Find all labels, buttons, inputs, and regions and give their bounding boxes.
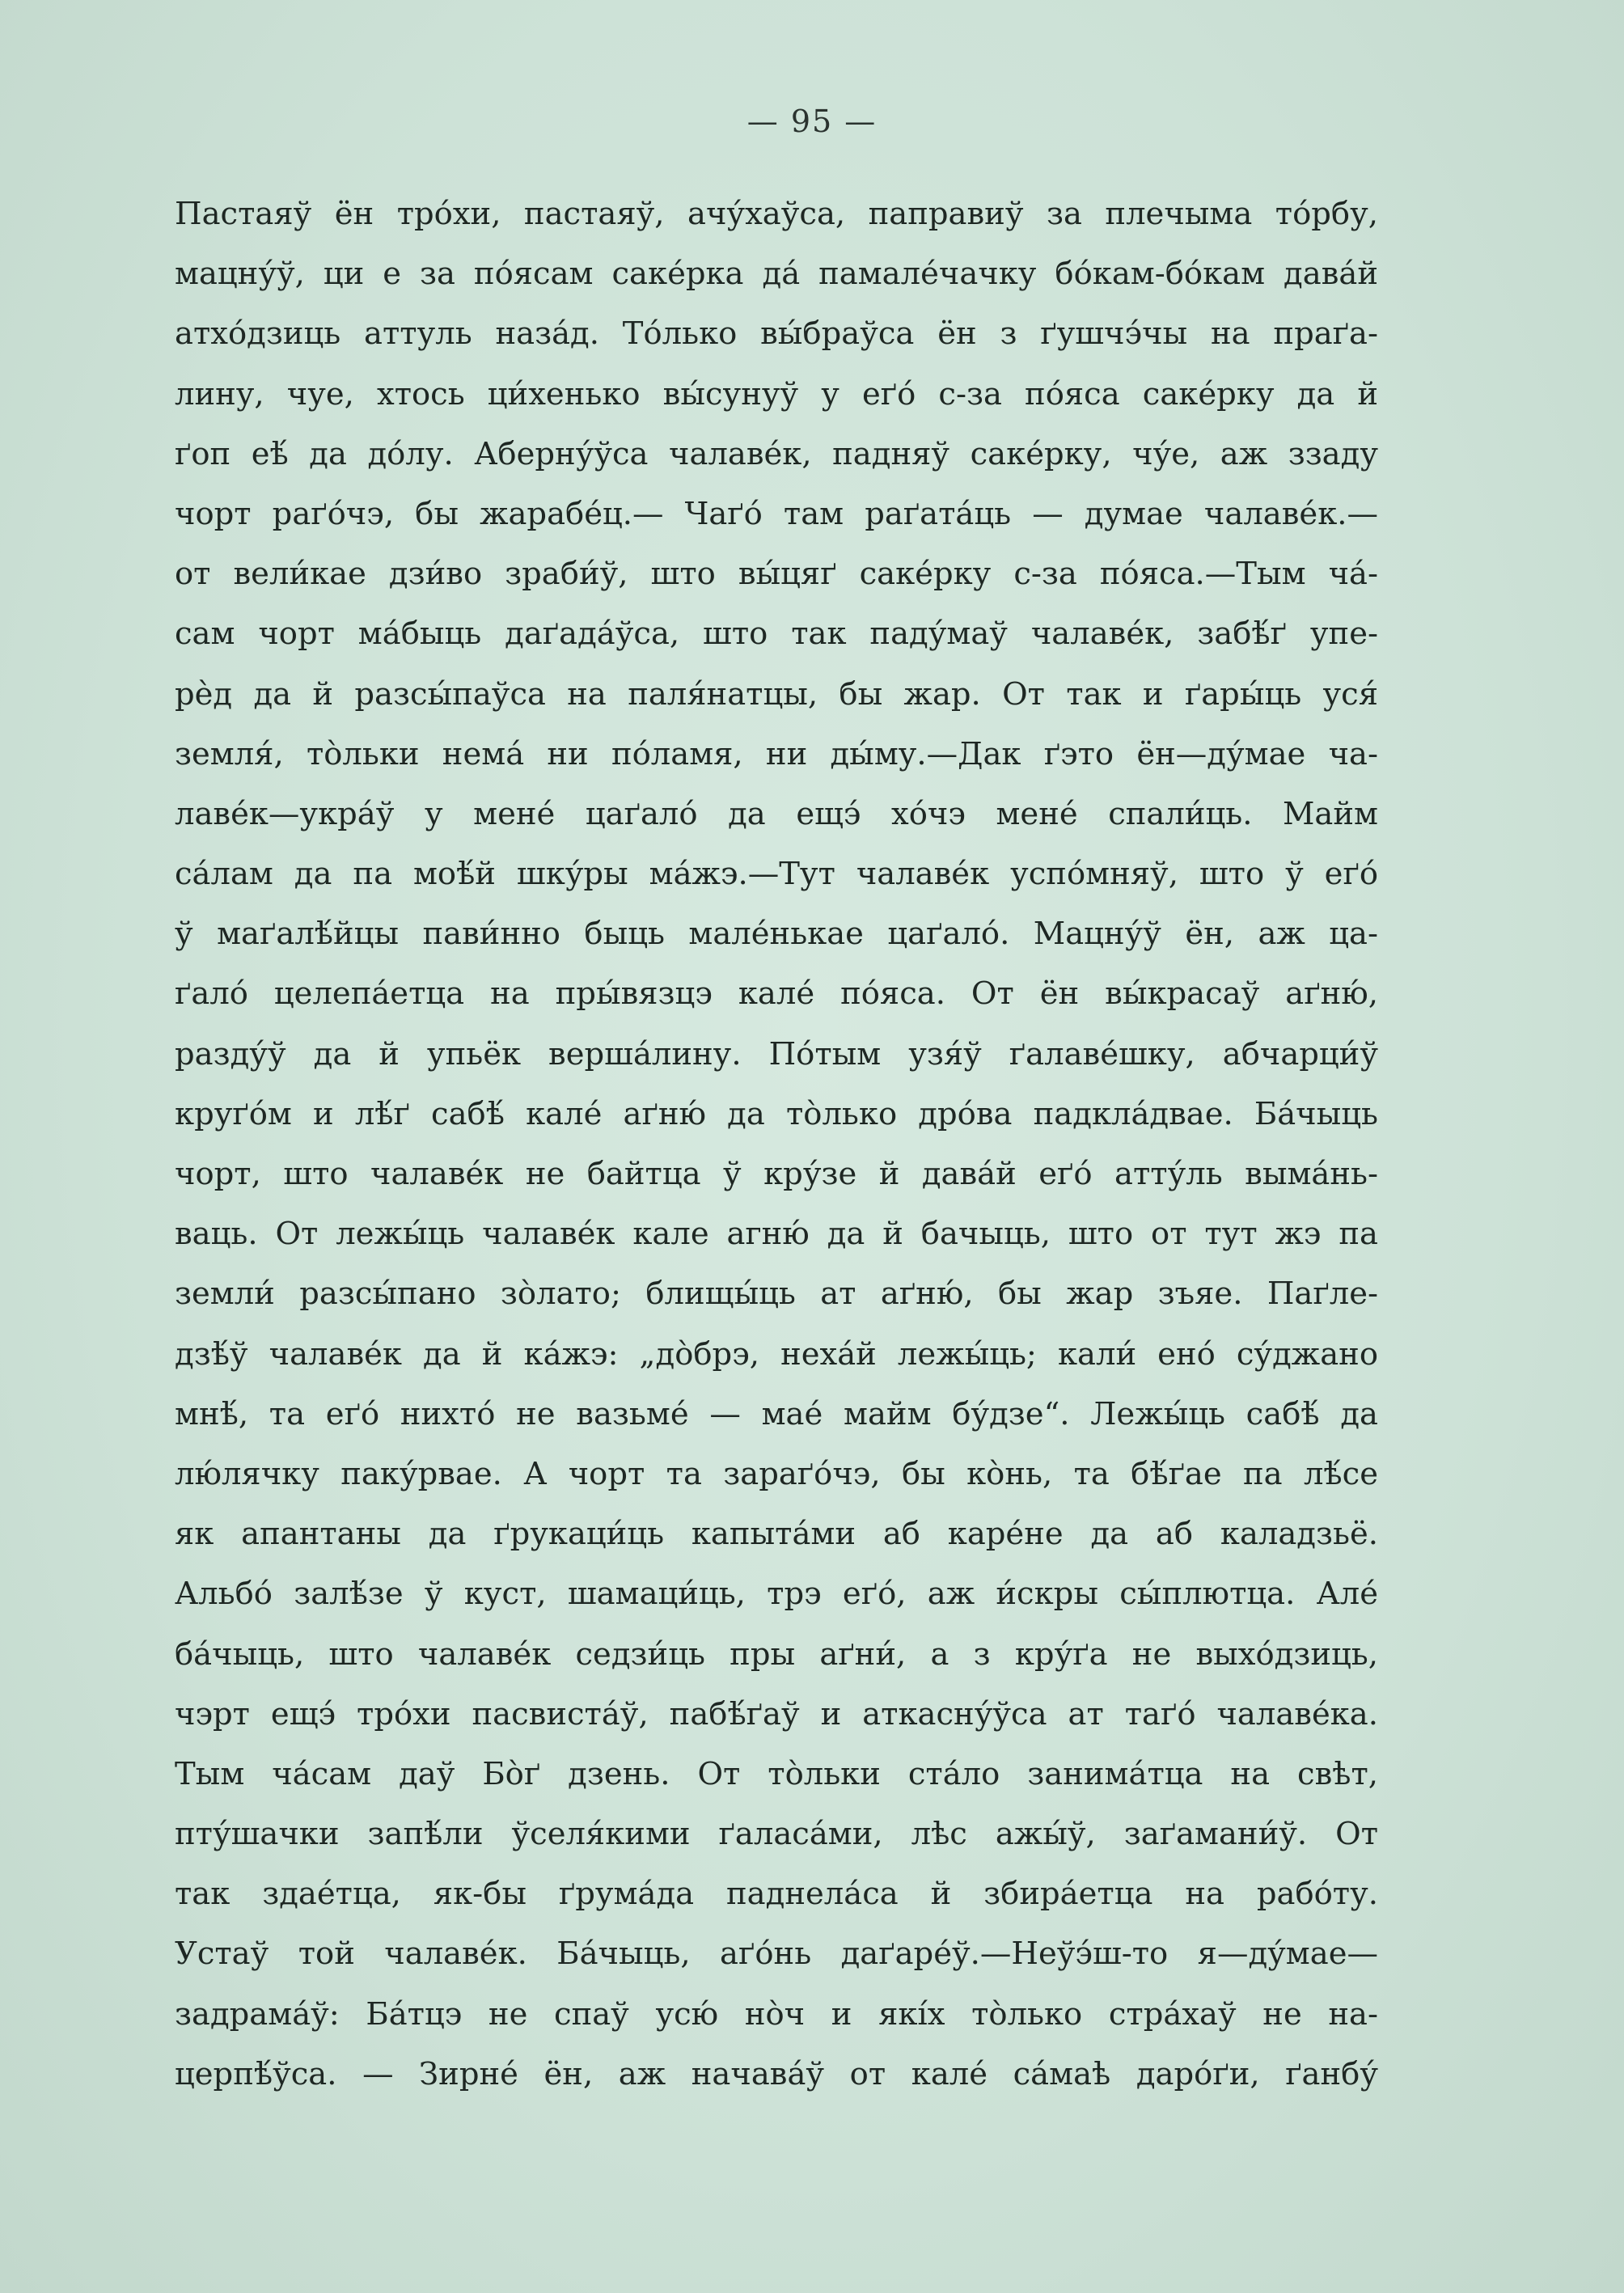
text-line: Тым ча́сам даў Бо̀ґ дзень. От то̀льки ста́ло занима́тца на свѣт, <box>175 1755 1378 1792</box>
text-line: разду́ў да й упьёк верша́лину. По́тым узя́ў ґалаве́шку, абчарци́ў <box>175 1035 1378 1072</box>
text-line: чорт раґо́чэ, бы жарабе́ц.— Чаґо́ там раґата́ць — думае чалаве́к.— <box>175 495 1378 532</box>
text-line: Альбо́ залѣ́зе ў куст, шамаци́ць, трэ еґо́, аж и́скры сы́плютца. Але́ <box>175 1576 1378 1613</box>
text-line: от вели́кае дзи́во зраби́ў, што вы́цяґ саке́рку с-за по́яса.—Тым ча́- <box>175 556 1378 593</box>
text-line: ба́чыць, што чалаве́к седзи́ць пры аґни́, а з кру́ґа не выхо́дзиць, <box>175 1635 1378 1673</box>
page-number: — 95 — <box>746 104 878 139</box>
text-line: рѐд да й разсы́паўса на паля́натцы, бы жар. От так и ґары́ць уся́ <box>175 675 1378 713</box>
text-line: мнѣ́, та еґо́ нихто́ не вазьме́ — мае́ майм бу́дзе“. Лежы́ць сабѣ́ да <box>175 1395 1378 1432</box>
text-line: мацну́ў, ци е за по́ясам саке́рка да́ памале́чачку бо́кам-бо́кам дава́й <box>175 256 1378 293</box>
text-line: атхо́дзиць аттуль наза́д. То́лько вы́браўса ён з ґушчэ́чы на праґа- <box>175 315 1378 353</box>
text-line: ў маґалѣ́йцы пави́нно быць мале́нькае цаґало́. Мацну́ў ён, аж ца- <box>175 916 1378 953</box>
text-line: чорт, што чалаве́к не байтца ў кру́зе й дава́й еґо́ атту́ль выма́нь- <box>175 1156 1378 1192</box>
text-line: лаве́к—укра́ў у мене́ цаґало́ да ещэ́ хо́чэ мене́ спали́ць. Майм <box>175 795 1378 832</box>
text-line: земля́, то̀льки нема́ ни по́ламя, ни ды́му.—Дак ґэто ён—ду́мае ча- <box>175 735 1378 772</box>
text-line: пту́шачки запѣ́ли ўселя́кими ґаласа́ми, лѣс ажы́ў, заґамани́ў. От <box>175 1816 1378 1853</box>
text-line: дзѣ́ў чалаве́к да й ка́жэ: „до̀брэ, неха́й лежы́ць; кали́ ено́ су́джано <box>175 1335 1378 1373</box>
text-line: сам чорт ма́быць даґада́ўса, што так паду́маў чалаве́к, забѣ́ґ упе- <box>175 616 1378 653</box>
text-line: церпѣ́ўса. — Зирне́ ён, аж начава́ў от кале́ са́маѣ даро́ґи, ґанбу́ <box>175 2055 1378 2092</box>
text-line: задрама́ў: Ба́тцэ не спаў усю́ но̀ч и які́х то̀лько стра́хаў не на- <box>175 1995 1378 2033</box>
text-line: Устаў той чалаве́к. Ба́чыць, аґо́нь даґаре́ў.—Неўэ́ш-то я—ду́мае— <box>175 1936 1378 1973</box>
text-line: Пастаяў ён тро́хи, пастаяў, ачу́хаўса, паправиў за плечыма то́рбу, <box>175 196 1378 232</box>
text-line: ґоп еѣ́ да до́лу. Аберну́ўса чалаве́к, падняў саке́рку, чу́е, аж ззаду <box>175 435 1378 472</box>
text-line: чэрт ещэ́ тро́хи пасвиста́ў, пабѣ́ґаў и аткасну́ўса ат таґо́ чалаве́ка. <box>175 1695 1378 1732</box>
text-line: ваць. От лежы́ць чалаве́к кале агню́ да й бачыць, што от тут жэ па <box>175 1216 1378 1253</box>
text-line: земли́ разсы́пано зо̀лато; блищы́ць ат аґню́, бы жар зъяе. Паґле- <box>175 1276 1378 1313</box>
text-line: так здае́тца, як-бы ґрума́да паднела́са й збира́етца на рабо́ту. <box>175 1876 1378 1913</box>
text-line: лину, чуе, хтось ци́хенько вы́сунуў у еґо́ с-за по́яса саке́рку да й <box>175 375 1378 412</box>
text-line: як апантаны да ґрукаци́ць капыта́ми аб каре́не да аб каладзьё. <box>175 1516 1378 1553</box>
text-line: круґо́м и лѣ́ґ сабѣ́ кале́ аґню́ да то̀лько дро́ва падкла́двае. Ба́чыць <box>175 1095 1378 1132</box>
text-line: ґало́ целепа́етца на пры́вязцэ кале́ по́яса. От ён вы́красаў аґню́, <box>175 975 1378 1013</box>
text-body <box>175 184 1378 2105</box>
text-line: са́лам да па моѣ́й шку́ры ма́жэ.—Тут чалаве́к успо́мняў, што ў еґо́ <box>175 856 1378 893</box>
text-line: лю́лячку паку́рвае. А чорт та зараґо́чэ, бы ко̀нь, та бѣ́ґае па лѣ́се <box>175 1455 1378 1492</box>
